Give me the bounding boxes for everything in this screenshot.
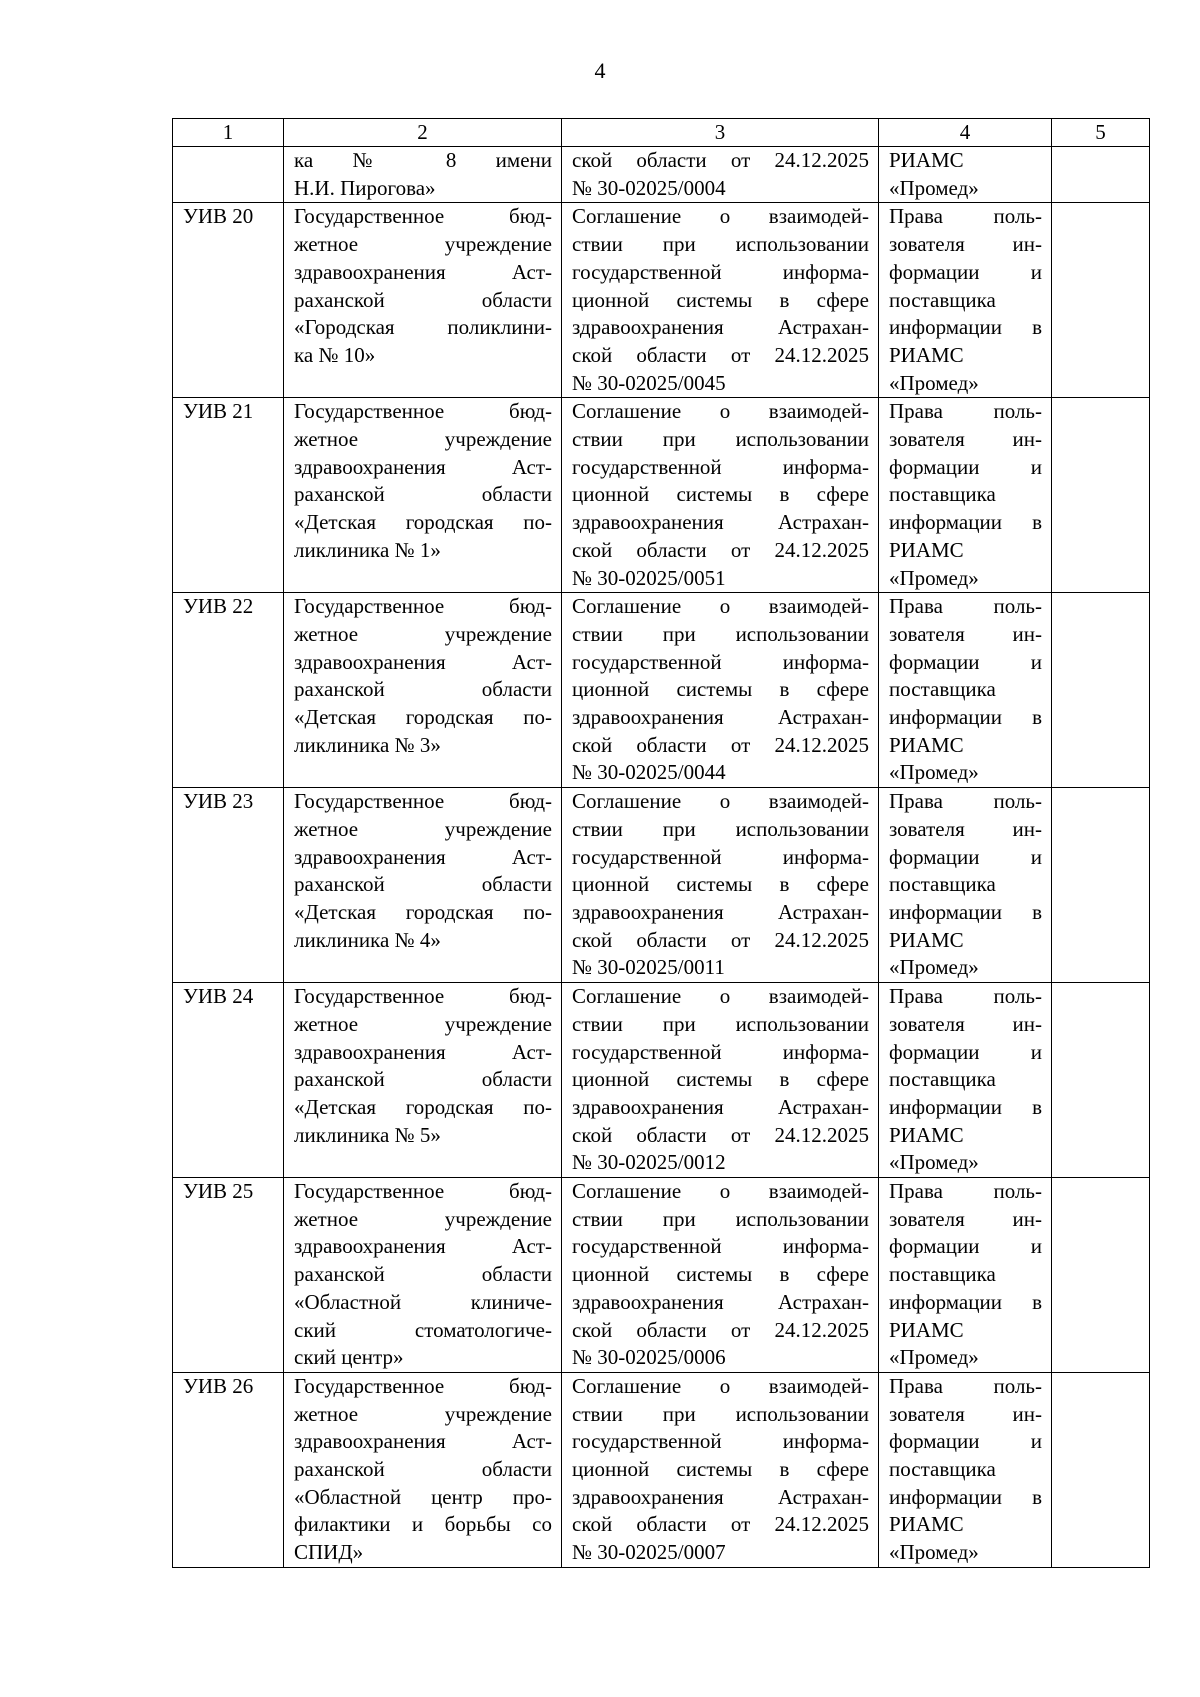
cell-line: «Городская поликлини- — [294, 315, 552, 340]
cell-line: Государственное бюд- — [294, 1179, 552, 1204]
cell-line: ствии при использовании — [572, 232, 869, 257]
table-row — [173, 203, 1150, 398]
cell-line: здравоохранения Аст- — [294, 649, 552, 674]
registry-id-cell: УИВ 26 — [173, 1372, 284, 1567]
cell-line: здравоохранения Астрахан- — [572, 1094, 869, 1119]
cell-line: государственной информа- — [572, 844, 869, 869]
cell-line: зователя ин- — [889, 816, 1042, 841]
cell-line: здравоохранения Астрахан- — [572, 899, 869, 924]
cell-line: здравоохранения Астрахан- — [572, 1484, 869, 1509]
organization-cell — [284, 203, 562, 398]
cell-line: № 30-02025/0051 — [572, 565, 726, 590]
cell-line: Соглашение о взаимодей- — [572, 399, 869, 424]
document-table — [172, 118, 1150, 1568]
cell-line: зователя ин- — [889, 427, 1042, 452]
cell-line: государственной информа- — [572, 259, 869, 284]
cell-line: ской области от 24.12.2025 — [572, 732, 869, 757]
cell-line: здравоохранения Аст- — [294, 1429, 552, 1454]
cell-line: государственной информа- — [572, 454, 869, 479]
column-header: 2 — [284, 119, 562, 147]
cell-line: здравоохранения Аст- — [294, 454, 552, 479]
cell-line: здравоохранения Аст- — [294, 844, 552, 869]
cell-line: «Промед» — [889, 955, 979, 980]
agreement-cell — [562, 1372, 879, 1567]
cell-line: Права поль- — [889, 1373, 1042, 1398]
cell-line: «Областной клиниче- — [294, 1289, 552, 1314]
agreement-cell — [562, 788, 879, 983]
rights-cell — [879, 1372, 1052, 1567]
cell-line: зователя ин- — [889, 1011, 1042, 1036]
cell-line: «Детская городская по- — [294, 1094, 552, 1119]
rights-cell — [879, 398, 1052, 593]
cell-line: ционной системы в сфере — [572, 287, 869, 312]
cell-line: № 30-02025/0012 — [572, 1150, 726, 1175]
cell-line: информации в — [889, 1484, 1042, 1509]
cell-line: РИАМС — [889, 732, 964, 757]
cell-line: «Детская городская по- — [294, 510, 552, 535]
cell-line: здравоохранения Астрахан- — [572, 705, 869, 730]
cell-line: формации и — [889, 259, 1042, 284]
cell-line: жетное учреждение — [294, 232, 552, 257]
cell-line: Государственное бюд- — [294, 984, 552, 1009]
cell-line: государственной информа- — [572, 1234, 869, 1259]
cell-line: раханской области — [294, 1457, 552, 1482]
cell-line: ликлиника № 5» — [294, 1122, 441, 1147]
cell-line: «Промед» — [889, 1540, 979, 1565]
cell-line: раханской области — [294, 287, 552, 312]
cell-line: Н.И. Пирогова» — [294, 175, 436, 200]
cell-line: № 30-02025/0045 — [572, 370, 726, 395]
cell-line: ликлиника № 4» — [294, 927, 441, 952]
cell-line: «Промед» — [889, 175, 979, 200]
cell-line: информации в — [889, 899, 1042, 924]
cell-line: раханской области — [294, 1262, 552, 1287]
note-cell — [1052, 593, 1150, 788]
rights-cell — [879, 788, 1052, 983]
cell-line: формации и — [889, 844, 1042, 869]
organization-cell — [284, 983, 562, 1178]
column-header: 3 — [562, 119, 879, 147]
cell-line: Права поль- — [889, 789, 1042, 814]
cell-line: ликлиника № 1» — [294, 537, 441, 562]
cell-line: информации в — [889, 510, 1042, 535]
cell-line: Соглашение о взаимодей- — [572, 594, 869, 619]
cell-line: Соглашение о взаимодей- — [572, 984, 869, 1009]
agreement-cell — [562, 1178, 879, 1373]
cell-line: раханской области — [294, 872, 552, 897]
rights-cell — [879, 593, 1052, 788]
cell-line: «Промед» — [889, 565, 979, 590]
table-row — [173, 788, 1150, 983]
cell-line: ционной системы в сфере — [572, 1067, 869, 1092]
table-row — [173, 983, 1150, 1178]
cell-line: информации в — [889, 1289, 1042, 1314]
cell-line: ствии при использовании — [572, 621, 869, 646]
cell-line: жетное учреждение — [294, 1401, 552, 1426]
cell-line: «Промед» — [889, 1345, 979, 1370]
cell-line: государственной информа- — [572, 1429, 869, 1454]
note-cell — [1052, 983, 1150, 1178]
cell-line: ствии при использовании — [572, 1206, 869, 1231]
rights-cell — [879, 1178, 1052, 1373]
organization-cell — [284, 788, 562, 983]
cell-line: поставщика — [889, 1262, 996, 1287]
registry-id-cell: УИВ 22 — [173, 593, 284, 788]
agreement-cell — [562, 593, 879, 788]
cell-line: ствии при использовании — [572, 1011, 869, 1036]
cell-line: поставщика — [889, 1067, 996, 1092]
note-cell — [1052, 203, 1150, 398]
agreement-cell — [562, 983, 879, 1178]
cell-line: государственной информа- — [572, 1039, 869, 1064]
cell-line: РИАМС — [889, 342, 964, 367]
cell-line: здравоохранения Аст- — [294, 1234, 552, 1259]
organization-cell — [284, 1178, 562, 1373]
cell-line: Государственное бюд- — [294, 594, 552, 619]
cell-line: РИАМС — [889, 1122, 964, 1147]
rights-cell — [879, 203, 1052, 398]
cell-line: жетное учреждение — [294, 1011, 552, 1036]
registry-id-cell: УИВ 21 — [173, 398, 284, 593]
cell-line: здравоохранения Астрахан- — [572, 1289, 869, 1314]
cell-line: ской области от 24.12.2025 — [572, 927, 869, 952]
organization-cell — [284, 398, 562, 593]
cell-line: ской области от 24.12.2025 — [572, 1122, 869, 1147]
cell-line: ской области от 24.12.2025 — [572, 342, 869, 367]
cell-line: поставщика — [889, 872, 996, 897]
cell-line: № 30-02025/0044 — [572, 760, 726, 785]
cell-line: РИАМС — [889, 1512, 964, 1537]
cell-line: Соглашение о взаимодей- — [572, 204, 869, 229]
cell-line: ский стоматологиче- — [294, 1317, 552, 1342]
cell-line: информации в — [889, 705, 1042, 730]
cell-line: зователя ин- — [889, 1401, 1042, 1426]
cell-line: Государственное бюд- — [294, 204, 552, 229]
table-row — [173, 1178, 1150, 1373]
table-row — [173, 398, 1150, 593]
cell-line: ционной системы в сфере — [572, 1457, 869, 1482]
cell-line: государственной информа- — [572, 649, 869, 674]
cell-line: «Промед» — [889, 1150, 979, 1175]
cell-line: ционной системы в сфере — [572, 872, 869, 897]
cell-line: формации и — [889, 1234, 1042, 1259]
organization-cell — [284, 1372, 562, 1567]
cell-line: зователя ин- — [889, 232, 1042, 257]
cell-line: Соглашение о взаимодей- — [572, 789, 869, 814]
agreement-cell — [562, 203, 879, 398]
cell-line: РИАМС — [889, 927, 964, 952]
cell-line: Соглашение о взаимодей- — [572, 1179, 869, 1204]
cell-line: Государственное бюд- — [294, 1373, 552, 1398]
cell-line: № 30-02025/0011 — [572, 955, 725, 980]
registry-id-cell: УИВ 20 — [173, 203, 284, 398]
registry-id-cell: УИВ 23 — [173, 788, 284, 983]
cell-line: СПИД» — [294, 1540, 364, 1565]
registry-id-cell: УИВ 25 — [173, 1178, 284, 1373]
cell-line: формации и — [889, 454, 1042, 479]
cell-line: ствии при использовании — [572, 427, 869, 452]
cell-line: № 30-02025/0007 — [572, 1540, 726, 1565]
cell-line: «Промед» — [889, 370, 979, 395]
table-row — [173, 1372, 1150, 1567]
cell-line: РИАМС — [889, 148, 964, 172]
cell-line: Права поль- — [889, 1179, 1042, 1204]
cell-line: поставщика — [889, 482, 996, 507]
agreement-cell — [562, 398, 879, 593]
cell-line: жетное учреждение — [294, 816, 552, 841]
cell-line: жетное учреждение — [294, 1206, 552, 1231]
cell-line: ционной системы в сфере — [572, 1262, 869, 1287]
organization-cell — [284, 593, 562, 788]
cell-line: РИАМС — [889, 1317, 964, 1342]
column-header: 5 — [1052, 119, 1150, 147]
cell-line: здравоохранения Астрахан- — [572, 510, 869, 535]
cell-line: ской области от 24.12.2025 — [572, 537, 869, 562]
cell-line: здравоохранения Аст- — [294, 259, 552, 284]
cell-line: раханской области — [294, 482, 552, 507]
agreement-cell — [562, 147, 879, 203]
cell-line: ционной системы в сфере — [572, 482, 869, 507]
cell-line: Государственное бюд- — [294, 789, 552, 814]
cell-line: «Детская городская по- — [294, 899, 552, 924]
cell-line: ской области от 24.12.2025 — [572, 148, 869, 172]
cell-line: филактики и борьбы со — [294, 1512, 552, 1537]
cell-line: ка № 8 имени — [294, 148, 552, 172]
cell-line: ствии при использовании — [572, 1401, 869, 1426]
table-body — [173, 147, 1150, 1568]
cell-line: здравоохранения Аст- — [294, 1039, 552, 1064]
column-header: 1 — [173, 119, 284, 147]
cell-line: Права поль- — [889, 399, 1042, 424]
note-cell — [1052, 788, 1150, 983]
table-row — [173, 593, 1150, 788]
note-cell — [1052, 1372, 1150, 1567]
cell-line: поставщика — [889, 677, 996, 702]
cell-line: № 30-02025/0006 — [572, 1345, 726, 1370]
cell-line: формации и — [889, 1039, 1042, 1064]
cell-line: формации и — [889, 1429, 1042, 1454]
cell-line: Государственное бюд- — [294, 399, 552, 424]
rights-cell — [879, 983, 1052, 1178]
page-number: 4 — [594, 58, 606, 83]
note-cell — [1052, 147, 1150, 203]
cell-line: жетное учреждение — [294, 621, 552, 646]
cell-line: ской области от 24.12.2025 — [572, 1512, 869, 1537]
cell-line: зователя ин- — [889, 621, 1042, 646]
cell-line: № 30-02025/0004 — [572, 175, 726, 200]
cell-line: ка № 10» — [294, 342, 376, 367]
cell-line: информации в — [889, 1094, 1042, 1119]
cell-line: раханской области — [294, 677, 552, 702]
registry-id-cell — [173, 147, 284, 203]
table-header-row — [173, 119, 1150, 147]
rights-cell — [879, 147, 1052, 203]
cell-line: «Промед» — [889, 760, 979, 785]
cell-line: ский центр» — [294, 1345, 404, 1370]
cell-line: Соглашение о взаимодей- — [572, 1373, 869, 1398]
cell-line: формации и — [889, 649, 1042, 674]
note-cell — [1052, 398, 1150, 593]
cell-line: ционной системы в сфере — [572, 677, 869, 702]
cell-line: поставщика — [889, 287, 996, 312]
cell-line: РИАМС — [889, 537, 964, 562]
cell-line: жетное учреждение — [294, 427, 552, 452]
table-row — [173, 147, 1150, 203]
cell-line: Права поль- — [889, 204, 1042, 229]
cell-line: раханской области — [294, 1067, 552, 1092]
cell-line: ской области от 24.12.2025 — [572, 1317, 869, 1342]
registry-id-cell: УИВ 24 — [173, 983, 284, 1178]
cell-line: информации в — [889, 315, 1042, 340]
cell-line: «Областной центр про- — [294, 1484, 552, 1509]
cell-line: поставщика — [889, 1457, 996, 1482]
cell-line: здравоохранения Астрахан- — [572, 315, 869, 340]
column-header: 4 — [879, 119, 1052, 147]
cell-line: зователя ин- — [889, 1206, 1042, 1231]
organization-cell — [284, 147, 562, 203]
cell-line: ствии при использовании — [572, 816, 869, 841]
cell-line: «Детская городская по- — [294, 705, 552, 730]
note-cell — [1052, 1178, 1150, 1373]
cell-line: Права поль- — [889, 984, 1042, 1009]
cell-line: Права поль- — [889, 594, 1042, 619]
cell-line: ликлиника № 3» — [294, 732, 441, 757]
